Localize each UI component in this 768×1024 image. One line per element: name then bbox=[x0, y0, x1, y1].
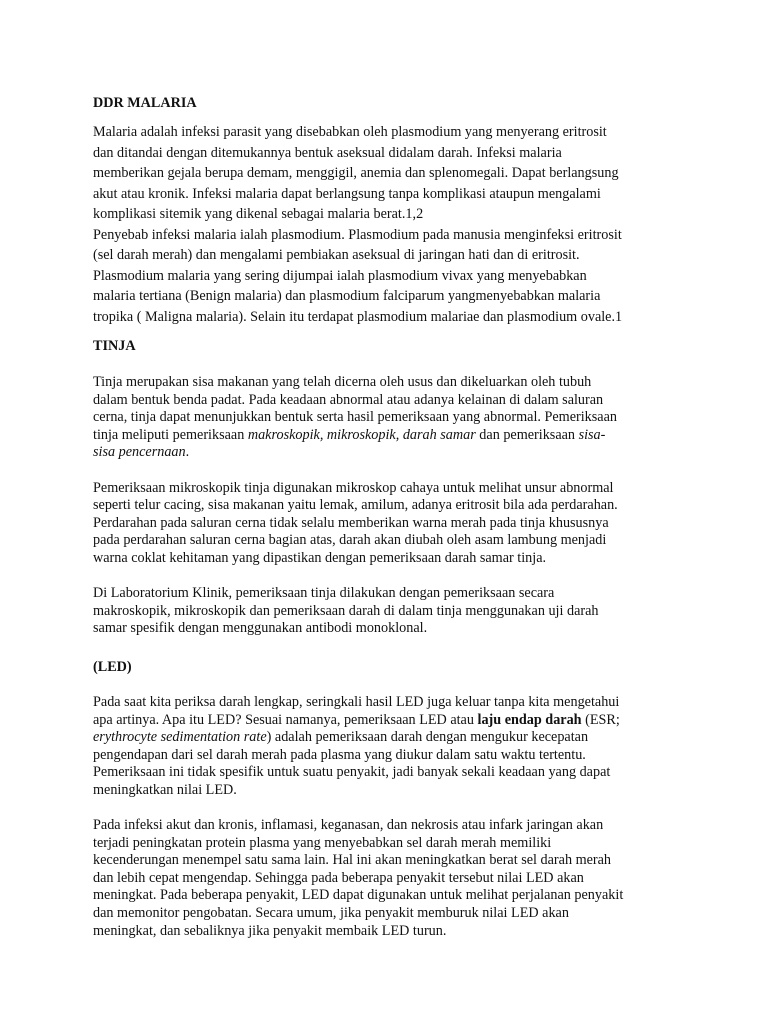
text-line: dan memonitor pengobatan. Secara umum, jika penyakit memburuk nilai LED akan bbox=[93, 905, 569, 922]
text-run: tinja meliputi pemeriksaan bbox=[93, 426, 248, 443]
italic-run: makroskopik, mikroskopik, darah samar bbox=[247, 426, 476, 443]
text-line: (sel darah merah) dan mengalami pembiakan aseksual di jaringan hati dan di eritrosit. bbox=[93, 247, 580, 263]
text-run: dan pemeriksaan bbox=[475, 426, 579, 443]
text-run: apa artinya. Apa itu LED? Sesuai namanya, pemeriksaan LED atau bbox=[93, 711, 478, 728]
text-run: ) adalah pemeriksaan darah dengan mengukur kecepatan bbox=[266, 729, 589, 746]
paragraph-tinja-2 bbox=[93, 480, 685, 568]
text-line: terjadi peningkatan protein plasma yang menyebabkan sel darah merah memiliki bbox=[93, 834, 552, 851]
text-line: Penyebab infeksi malaria ialah plasmodium. Plasmodium pada manusia menginfeksi eritrosit bbox=[93, 226, 622, 243]
text-line bbox=[93, 712, 685, 730]
text-line: meningkat. Pada beberapa penyakit, LED dapat digunakan untuk melihat perjalanan penyakit bbox=[93, 887, 624, 904]
text-line: seperti telur cacing, sisa makanan yaitu lemak, amilum, adanya eritrosit bila ada perdarahan. bbox=[93, 497, 618, 514]
text-line: dan lebih cepat mengendap. Sehingga pada beberapa penyakit tersebut nilai LED akan bbox=[93, 869, 584, 886]
text-line: komplikasi sitemik yang dikenal sebagai malaria berat.1,2 bbox=[93, 206, 424, 222]
text-run: (ESR; bbox=[581, 711, 620, 728]
text-line: cerna, tinja dapat menunjukkan bentuk serta hasil pemeriksaan yang abnormal. Pemeriksaan bbox=[93, 409, 617, 426]
text-line bbox=[93, 729, 685, 747]
text-line: Di Laboratorium Klinik, pemeriksaan tinja dilakukan dengan pemeriksaan secara bbox=[93, 585, 555, 602]
text-line: samar spesifik dengan menggunakan antibodi monoklonal. bbox=[93, 620, 428, 637]
text-line: Malaria adalah infeksi parasit yang disebabkan oleh plasmodium yang menyerang eritrosit bbox=[93, 124, 607, 140]
text-line: Tinja merupakan sisa makanan yang telah dicerna oleh usus dan dikeluarkan oleh tubuh bbox=[93, 374, 592, 390]
text-line: warna coklat kehitaman yang dipastikan dengan pemeriksaan darah samar tinja. bbox=[93, 549, 547, 566]
heading-ddr-malaria: DDR MALARIA bbox=[93, 95, 197, 111]
bold-run: laju endap darah bbox=[477, 711, 582, 728]
paragraph-led-2 bbox=[93, 817, 685, 940]
text-line: memberikan gejala berupa demam, menggigil, anemia dan splenomegali. Dapat berlangsung bbox=[93, 165, 619, 181]
text-line: Perdarahan pada saluran cerna tidak selalu memberikan warna merah pada tinja khususnya bbox=[93, 514, 609, 531]
text-line: Pada saat kita periksa darah lengkap, seringkali hasil LED juga keluar tanpa kita mengetahui bbox=[93, 693, 620, 710]
document-page bbox=[93, 94, 685, 940]
text-line bbox=[93, 444, 685, 462]
text-line: meningkatkan nilai LED. bbox=[93, 781, 237, 798]
text-line bbox=[93, 427, 685, 445]
text-line: pada perdarahan saluran cerna bagian atas, darah akan diubah oleh asam lambung menjadi bbox=[93, 532, 607, 549]
text-line: malaria tertiana (Benign malaria) dan plasmodium falciparum yangmenyebabkan malaria bbox=[93, 288, 601, 304]
text-line: Pada infeksi akut dan kronis, inflamasi, keganasan, dan nekrosis atau infark jaringan akan bbox=[93, 817, 604, 834]
text-line: meningkat, dan sebaliknya jika penyakit membaik LED turun. bbox=[93, 922, 447, 939]
italic-run: erythrocyte sedimentation rate bbox=[93, 729, 267, 746]
text-line: makroskopik, mikroskopik dan pemeriksaan darah di dalam tinja menggunakan uji darah bbox=[93, 602, 599, 619]
paragraph-malaria bbox=[93, 122, 685, 327]
paragraph-tinja-3 bbox=[93, 585, 685, 638]
text-line: kecenderungan menempel satu sama lain. Hal ini akan meningkatkan berat sel darah merah bbox=[93, 852, 612, 869]
text-line: dan ditandai dengan ditemukannya bentuk aseksual didalam darah. Infeksi malaria bbox=[93, 144, 562, 161]
paragraph-tinja-1 bbox=[93, 374, 685, 462]
heading-tinja: TINJA bbox=[93, 338, 136, 354]
text-line: Plasmodium malaria yang sering dijumpai ialah plasmodium vivax yang menyebabkan bbox=[93, 267, 587, 284]
italic-run: sisa- bbox=[578, 426, 606, 443]
heading-led: (LED) bbox=[93, 658, 132, 675]
text-run: . bbox=[185, 444, 190, 461]
paragraph-led-1 bbox=[93, 694, 685, 800]
text-line: dalam bentuk benda padat. Pada keadaan abnormal atau adanya kelainan di dalam saluran bbox=[93, 391, 604, 408]
italic-run: sisa pencernaan bbox=[93, 444, 186, 461]
text-line: akut atau kronik. Infeksi malaria dapat berlangsung tanpa komplikasi ataupun mengalami bbox=[93, 185, 601, 202]
text-line: Pemeriksaan mikroskopik tinja digunakan mikroskop cahaya untuk melihat unsur abnormal bbox=[93, 479, 614, 496]
text-line: pengendapan dari sel darah merah pada plasma yang diukur dalam satu waktu tertentu. bbox=[93, 746, 586, 763]
text-line: tropika ( Maligna malaria). Selain itu terdapat plasmodium malariae dan plasmodium ovale.1 bbox=[93, 308, 623, 325]
text-line: Pemeriksaan ini tidak spesifik untuk suatu penyakit, jadi banyak sekali keadaan yang dapat bbox=[93, 764, 611, 781]
